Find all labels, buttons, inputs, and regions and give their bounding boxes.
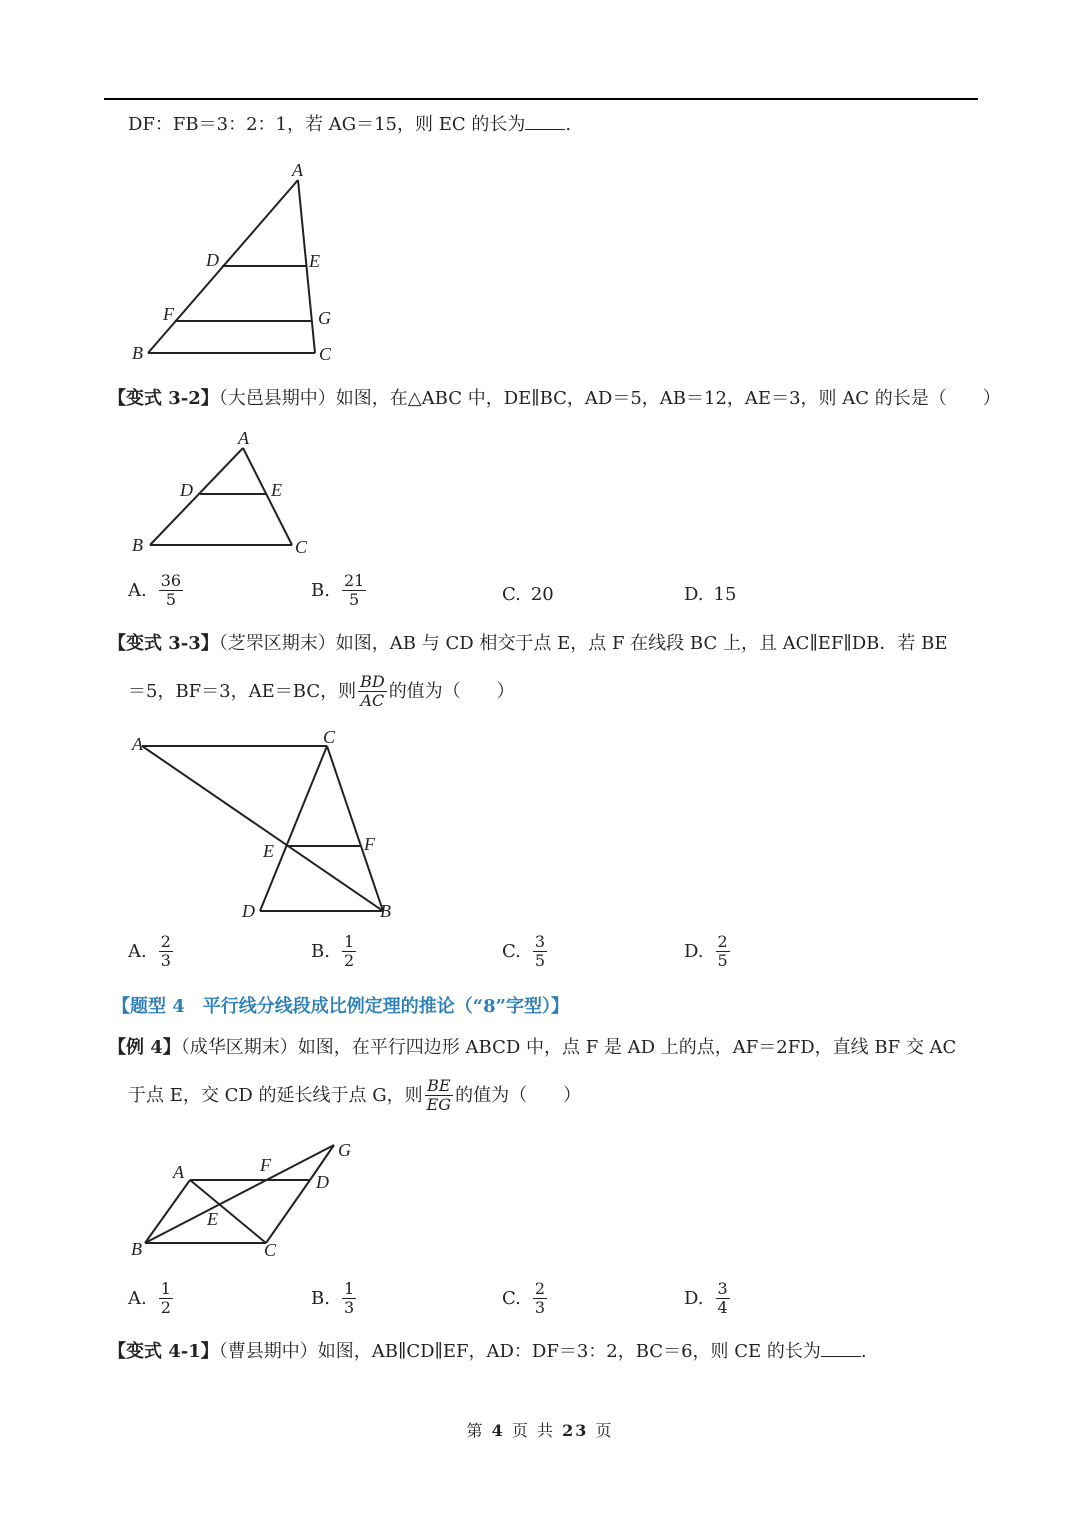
numerator: 2 [717, 932, 728, 951]
page-footer [0, 1418, 1080, 1441]
fraction [342, 1280, 356, 1317]
fig4-label-d: D [316, 1172, 329, 1192]
option-b[interactable] [311, 572, 368, 609]
question-text: （成华区期末）如图，在平行四边形 ABCD 中，点 F 是 AD 上的点，AF＝2FD，直线 BF 交 AC [180, 1037, 957, 1058]
fraction [342, 933, 356, 970]
fig4-label-b: B [131, 1239, 142, 1259]
figure-trapezoid-dfg [120, 160, 350, 370]
option-label: A. [128, 941, 147, 962]
fig3-label-d: D [242, 901, 255, 921]
question-4-1 [108, 1340, 867, 1364]
question-text: （大邑县期中）如图，在△ABC 中，DE∥BC，AD＝5，AB＝12，AE＝3，则 AC 的长是（ ） [218, 388, 1001, 409]
fraction [159, 1280, 173, 1317]
option-b[interactable] [311, 933, 358, 970]
section-heading-type-4: 【题型 4 平行线分线段成比例定理的推论（“8”字型）】 [112, 996, 570, 1017]
option-label: D. [684, 941, 704, 962]
option-label: A. [128, 580, 147, 601]
question-tag: 【变式 3-3】 [108, 633, 219, 654]
fraction [342, 572, 366, 609]
fig3-label-f: F [364, 834, 375, 854]
fig4-label-f: F [260, 1155, 271, 1175]
numerator: 2 [534, 1279, 546, 1298]
fig4-label-e: E [207, 1209, 218, 1229]
option-label: B. [311, 580, 330, 601]
option-label: C. [502, 1288, 521, 1309]
denominator: 5 [349, 590, 360, 609]
option-c[interactable] [502, 933, 549, 970]
fig2-label-d: D [180, 480, 193, 500]
option-b[interactable] [311, 1280, 358, 1317]
option-value: 15 [713, 584, 737, 605]
footer-text: 第 [466, 1421, 485, 1440]
answer-blank [821, 1340, 861, 1357]
fig1-label-c: C [319, 344, 332, 364]
fig4-label-c: C [264, 1240, 277, 1260]
fig3-label-c: C [323, 727, 336, 747]
numerator: 1 [160, 1279, 171, 1298]
fig1-label-e: E [309, 251, 320, 271]
figure-triangle-de-bc [120, 428, 320, 558]
option-d[interactable] [684, 1280, 732, 1317]
fig1-label-d: D [206, 250, 219, 270]
option-d[interactable] [684, 933, 732, 970]
numerator: 3 [717, 1279, 728, 1298]
answer-blank [525, 113, 565, 130]
denominator: 5 [165, 590, 176, 609]
fraction [159, 933, 173, 970]
question-3-3-line2 [128, 673, 515, 710]
fig2-label-c: C [295, 537, 308, 557]
fig3-label-e: E [263, 841, 274, 861]
fig4-label-g: G [338, 1140, 351, 1160]
prev-question-end: . [565, 114, 572, 135]
question-text: （曹县期中）如图，AB∥CD∥EF，AD：DF＝3：2，BC＝6，则 CE 的长为 [218, 1341, 821, 1362]
footer-text: 页 共 [511, 1421, 555, 1440]
option-d[interactable] [684, 584, 736, 605]
fig1-label-f: F [163, 304, 174, 324]
question-tag: 【变式 3-2】 [108, 388, 219, 409]
question-tag: 【变式 4-1】 [108, 1341, 219, 1362]
question-text: 的值为（ ） [455, 1084, 582, 1106]
question-3-3 [108, 632, 947, 656]
option-label: D. [684, 1288, 704, 1309]
figure-crossing-lines [120, 726, 410, 926]
fraction-bd-ac [358, 673, 387, 710]
numerator: 3 [534, 932, 546, 951]
denominator: 2 [343, 951, 355, 970]
question-tag: 【例 4】 [108, 1037, 181, 1058]
numerator: 1 [343, 1279, 355, 1298]
question-3-2 [108, 387, 1001, 411]
footer-text: 页 [595, 1421, 614, 1440]
denominator: 5 [717, 951, 728, 970]
fraction [716, 1280, 730, 1317]
question-text: 的值为（ ） [388, 680, 515, 702]
fig2-label-e: E [271, 480, 282, 500]
numerator: 21 [343, 571, 365, 590]
option-a[interactable] [128, 1280, 175, 1317]
header-rule [104, 98, 978, 100]
fig2-label-b: B [132, 535, 143, 555]
option-c[interactable] [502, 1280, 549, 1317]
numerator: 2 [160, 932, 171, 951]
question-end: . [860, 1341, 867, 1362]
option-a[interactable] [128, 933, 175, 970]
page-number: 4 [491, 1421, 505, 1440]
option-label: C. [502, 941, 521, 962]
denominator: EG [426, 1095, 452, 1114]
denominator: 5 [534, 951, 546, 970]
fraction [533, 933, 547, 970]
prev-question-tail [128, 113, 571, 137]
numerator: BE [427, 1076, 451, 1095]
denominator: 3 [343, 1298, 355, 1317]
figure-parallelogram [120, 1135, 370, 1265]
fig4-label-a: A [173, 1162, 184, 1182]
option-label: C. [502, 584, 521, 605]
prev-question-text: DF：FB＝3：2：1，若 AG＝15，则 EC 的长为 [128, 114, 526, 135]
denominator: 4 [717, 1298, 728, 1317]
fig2-label-a: A [238, 428, 249, 448]
option-label: A. [128, 1288, 147, 1309]
option-value: 20 [530, 584, 554, 605]
question-text: ＝5，BF＝3，AE＝BC，则 [128, 680, 357, 702]
denominator: AC [360, 691, 385, 710]
fig1-label-a: A [292, 160, 303, 180]
option-c[interactable] [502, 584, 554, 605]
total-pages: 23 [562, 1421, 589, 1440]
denominator: 2 [160, 1298, 171, 1317]
option-label: D. [684, 584, 704, 605]
numerator: 1 [343, 932, 355, 951]
denominator: 3 [160, 951, 171, 970]
fraction [716, 933, 730, 970]
fraction [533, 1280, 547, 1317]
fig1-label-b: B [132, 343, 143, 363]
fig3-label-a: A [132, 734, 143, 754]
option-label: B. [311, 941, 330, 962]
denominator: 3 [534, 1298, 546, 1317]
example-4 [108, 1036, 956, 1060]
question-text: （芝罘区期末）如图，AB 与 CD 相交于点 E，点 F 在线段 BC 上，且 AC∥EF∥DB．若 BE [218, 633, 948, 654]
fraction-be-eg [425, 1077, 453, 1114]
option-label: B. [311, 1288, 330, 1309]
fraction [159, 572, 183, 609]
question-text: 于点 E，交 CD 的延长线于点 G，则 [128, 1084, 423, 1106]
fig1-label-g: G [318, 308, 331, 328]
example-4-line2 [128, 1077, 581, 1114]
fig3-label-b: B [380, 901, 391, 921]
numerator: BD [360, 672, 385, 691]
option-a[interactable] [128, 572, 185, 609]
numerator: 36 [160, 571, 182, 590]
